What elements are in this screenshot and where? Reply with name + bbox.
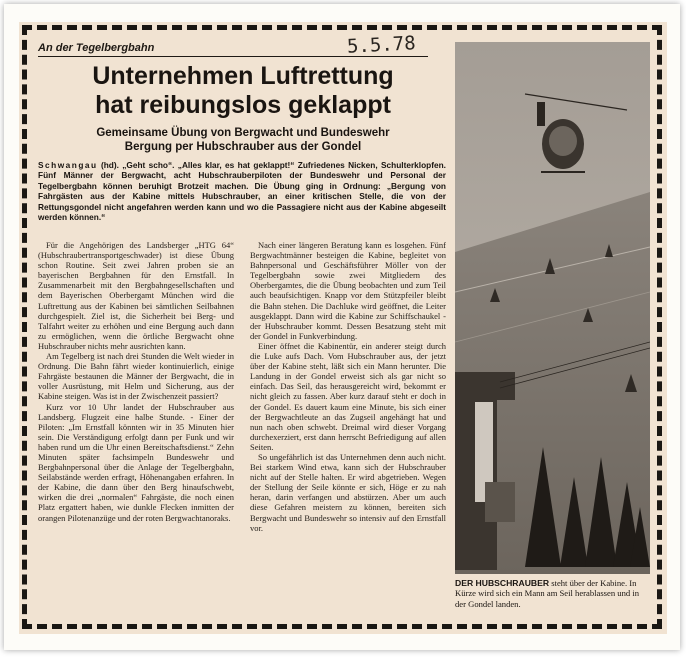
paragraph: Nach einer längeren Beratung kann es losgehen. Fünf Bergwachtmänner besteigen die Kabine, begleitet von Bahnpersonal und Geschäftsführer Möller von der Tegelbergbahn sowie zwei Mitgliedern des Oberbergamtes, die die Übung beobachten und zum Teil auch beaufsichtigen. Knapp vor dem Stützpfeiler bleibt die Bahn stehen. Die Dachluke wird geöffnet, die Leiter ausgeklappt. Dann wird die Kabine zur Schiffschaukel - der Hubschrauber kommt. Dessen Besatzung steht mit der Gondel in Funkverbindung. [250,240,446,341]
handwritten-date: 5.5.78 [346,32,417,58]
subheadline [38,126,448,154]
paragraph: Einer öffnet die Kabinentür, ein anderer steigt durch die Luke aufs Dach. Vom Hubschrauber aus, der jetzt über der Kabine steht, läßt sich ein Mann herunter. Die Landung in der Gondel erweist sich als gar nicht so einfach. Das Seil, das herausgereicht wird, bekommt er nicht gleich zu fassen. Aber kurz darauf steht er doch in der Gondel. Es dauert kaum eine Minute, bis sich einer der Bergwachtleute an das Zugseil angehängt hat und nun nach oben schwebt. Dreimal wird dieser Vorgang durchexerziert, erst dann herrscht Befriedigung auf allen Seiten. [250,340,446,452]
photo-illustration [455,42,650,574]
body-column-2 [250,240,446,622]
headline-line-2: hat reibungslos geklappt [95,91,391,119]
paragraph: Kurz vor 10 Uhr landet der Hubschrauber aus Landsberg. Flugzeit eine halbe Stunde. - Einer der Piloten: „Im Ernstfall könnten wir in 35 Minuten hier sein. Die Verständigung erfolgt dann per Funk und wir haben rund um die Uhr einen Bereitschaftsdienst.“ Zehn Minuten später fachsimpeln Bundeswehr und Bergbahnpersonal über die Anlage der Tegelbergbahn, Seilabstände werden erfragt, Höhenangaben erfahren. In der Kabine, die dann über den Berg hinaufschwebt, wirken die drei „normalen“ Fahrgäste, die noch einen Platz ergattert haben, wie dunkle Flecken inmitten der orangen Pilotenanzüge und der roten Bergwachtanoraks. [38,401,234,523]
headline-line-1: Unternehmen Luftrettung [92,62,394,90]
dateline: Schwangau [38,160,98,170]
paragraph: So ungefährlich ist das Unternehmen denn auch nicht. Bei starkem Wind etwa, kann sich der Hubschrauber nicht auf der Stelle halten. Er wird abgetrieben. Wegen der Stellung der Seile könnte er sich, Höge er zu nah heran, darin verfangen und abstürzen. Aber um auch diese Gefahren meistern zu können, bereiten sich Bergwacht und Bundeswehr so intensiv auf den Ernstfall vor. [250,451,446,533]
subhead-line-1: Gemeinsame Übung von Bergwacht und Bundeswehr [96,127,390,139]
paragraph: Für die Angehörigen des Landsberger „HTG 64“ (Hubschraubertransportgeschwader) ist diese Übung schon Routine. Seit zwei Jahren proben sie an bayerischen Bergbahnen für den Ernstfall. In Zusammenarbeit mit den Bergbahngesellschaften und dem Bayerischen Oberbergamt München wird die Luftrettung aus der Kabinen bei sämtlichen Seilbahnen durchgespielt. Ziel ist, die Sicherheit bei Berg- und Talfahrt weiter zu erhöhen und eine Bergung auch dann zu ermöglichen, wenn die örtliche Bergwacht ohne Hubschrauber nichts mehr ausrichten kann. [38,240,234,351]
helicopter-photo [455,42,650,574]
photo-caption [455,578,651,609]
lead-paragraph [38,160,446,222]
subhead-line-2: Bergung per Hubschrauber aus der Gondel [124,141,362,153]
body-column-1 [38,240,234,622]
headline [38,62,448,120]
caption-lead: DER HUBSCHRAUBER [455,578,550,588]
lead-text: (hd). „Geht scho“. „Alles klar, es hat geklappt!“ Zufriedenes Nicken, Schulterklopfen. Fünf Männer der Bergwacht, acht Hubschrauberpiloten der Bundeswehr und Personal der Tegelbergbahn können beruhigt Brotzeit machen. Die Übung ging in Ordnung: „Bergung von Fahrgästen aus der Kabine mittels Hubschrauber, an einer kritischen Stelle, die von der Rettungsgondel nicht angefahren werden kann und wo die Passagiere nicht aus der Kabine abgeseilt werden können.“ [38,160,446,223]
section-rubric: An der Tegelbergbahn [38,42,428,57]
caption-text: steht über der Kabine. In Kürze wird sich ein Mann am Seil herablassen und in der Gondel landen. [455,578,640,609]
paragraph: Am Tegelberg ist nach drei Stunden die Welt wieder in Ordnung. Die Bahn fährt wieder kontinuierlich, einige Fahrgäste bestaunen die Männer der Bergwacht, die in voller Ausrüstung, mit Helm und Sicherung, aus der Kabine steigen. Was ist in der Zwischenzeit passiert? [38,351,234,402]
